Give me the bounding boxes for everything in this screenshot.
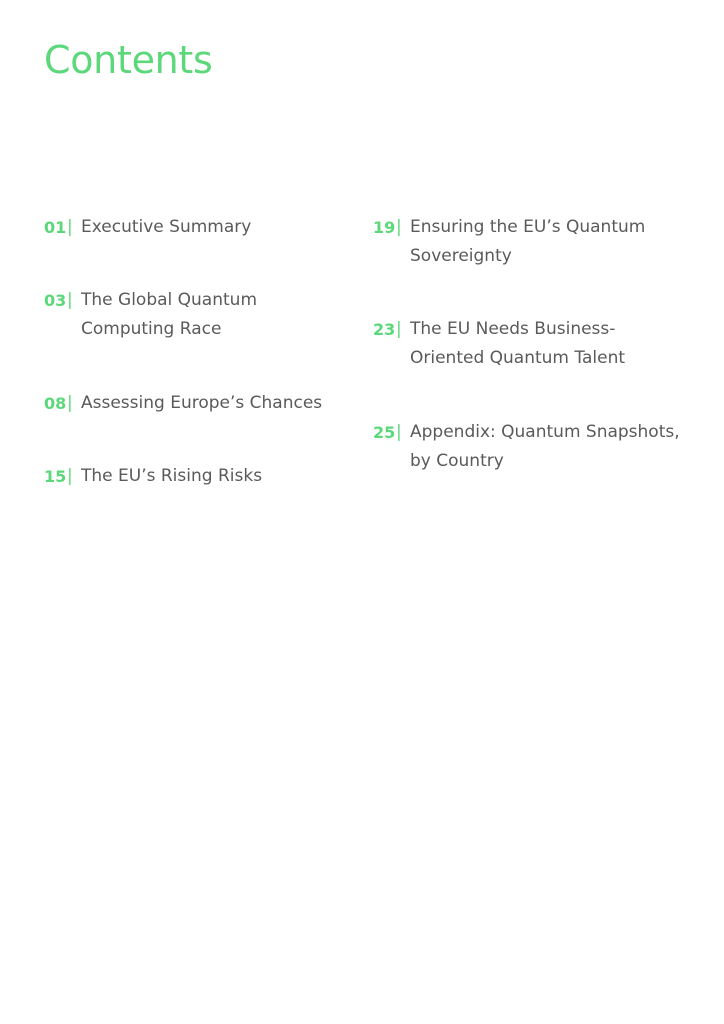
toc-page-number: 15 <box>44 467 67 486</box>
toc-entry-assessing-europe[interactable] <box>44 389 344 418</box>
toc-separator: | <box>67 466 73 486</box>
toc-entry-label: Assessing Europe’s Chances <box>81 393 323 413</box>
toc-entry-label: Ensuring the EU’s Quantum Sovereignty <box>410 217 646 266</box>
toc-separator: | <box>67 217 73 237</box>
toc-separator: | <box>67 290 73 310</box>
toc-separator: | <box>396 422 402 442</box>
toc-separator: | <box>396 217 402 237</box>
toc-entry-label: The EU Needs Business-Oriented Quantum Talent <box>410 319 626 368</box>
toc-entry-label: The EU’s Rising Risks <box>81 466 263 486</box>
toc-separator: | <box>396 319 402 339</box>
toc-entry-quantum-talent[interactable] <box>373 315 693 373</box>
toc-entry-eu-rising-risks[interactable] <box>44 462 344 491</box>
toc-page-number: 08 <box>44 394 67 413</box>
toc-entry-appendix-snapshots[interactable] <box>373 418 693 476</box>
toc-separator: | <box>67 393 73 413</box>
toc-entry-quantum-sovereignty[interactable] <box>373 213 693 271</box>
toc-page-number: 25 <box>373 423 396 442</box>
toc-entry-label: The Global Quantum Computing Race <box>81 290 258 339</box>
toc-page-number: 19 <box>373 218 396 237</box>
toc-entry-global-quantum-race[interactable] <box>44 286 344 344</box>
toc-entry-executive-summary[interactable] <box>44 213 344 242</box>
toc-entry-label: Appendix: Quantum Snapshots, by Country <box>410 422 680 471</box>
toc-entry-label: Executive Summary <box>81 217 252 237</box>
toc-page-number: 01 <box>44 218 67 237</box>
page-title: Contents <box>44 38 213 82</box>
toc-page-number: 23 <box>373 320 396 339</box>
toc-page-number: 03 <box>44 291 67 310</box>
